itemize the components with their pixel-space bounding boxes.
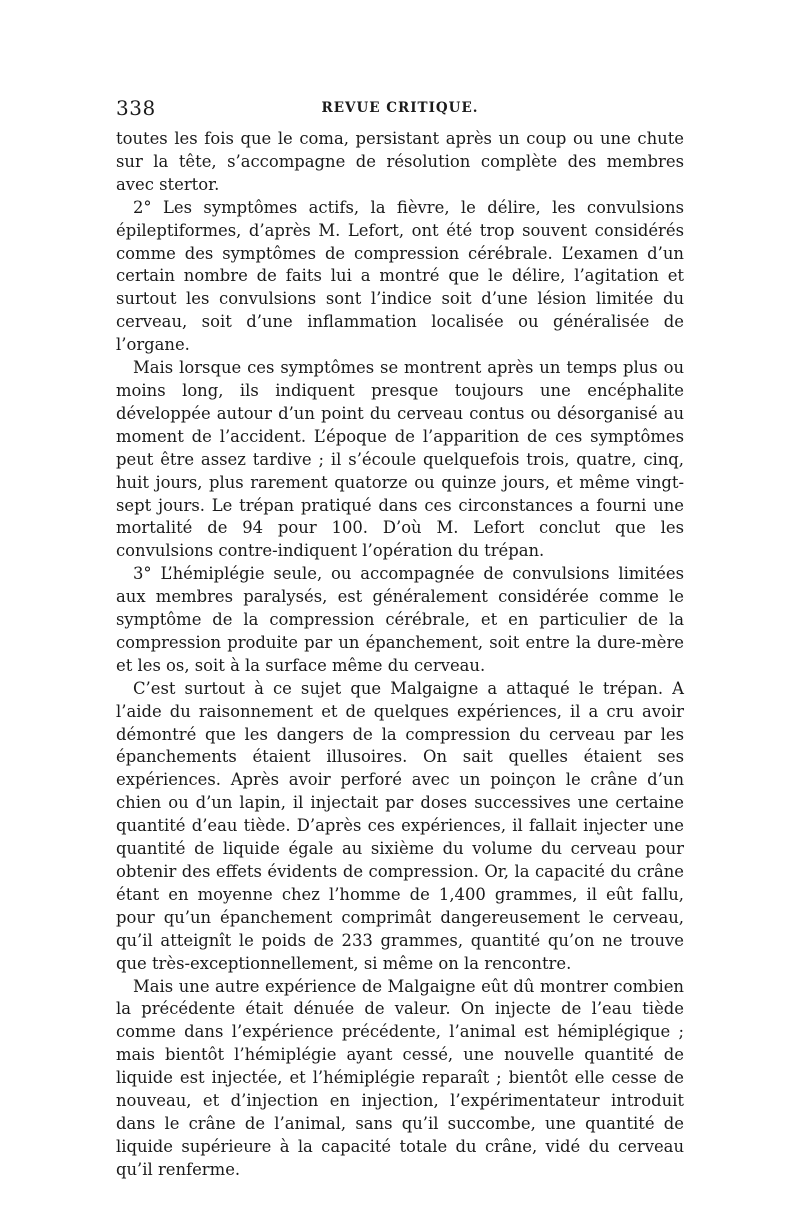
page-number: 338 [116, 96, 156, 120]
paragraph: Mais lorsque ces symptômes se montrent après un temps plus ou moins long, ils indiquent presque toujours une encéphalite développée autour d’un point du cerveau contus ou désorganisé au moment de l’accident. L’époque de l’apparition de ces symptômes peut être assez tardive ; il s’écoule quelquefois trois, quatre, cinq, huit jours, plus rarement quatorze ou quinze jours, et même vingt-sept jours. Le trépan pratiqué dans ces circonstances a fourni une mortalité de 94 pour 100. D’où M. Lefort conclut que les convulsions contre-indiquent l’opération du trépan. [116, 358, 684, 561]
paragraph: C’est surtout à ce sujet que Malgaigne a attaqué le trépan. A l’aide du raisonnement et de quelques expériences, il a cru avoir démontré que les dangers de la compression du cerveau par les épanchements étaient illusoires. On sait quelles étaient ses expériences. Après avoir perforé avec un poinçon le crâne d’un chien ou d’un lapin, il injectait par doses successives une certaine quantité d’eau tiède. D’après ces expériences, il fallait injecter une quantité de liquide égale au sixième du volume du cerveau pour obtenir des effets évidents de compression. Or, la capacité du crâne étant en moyenne chez l’homme de 1,400 grammes, il eût fallu, pour qu’un épanchement comprimât dangereusement le cerveau, qu’il atteignît le poids de 233 grammes, quantité qu’on ne trouve que très-exceptionnellement, si même on la rencontre. [116, 678, 684, 973]
paragraph: 2° Les symptômes actifs, la fièvre, le délire, les convulsions épileptiformes, d’après M. Lefort, ont été trop souvent considérés comme des symptômes de compression cérébrale. L’examen d’un certain nombre de faits lui a montré que le délire, l’agitation et surtout les convulsions sont l’indice soit d’une lésion limitée du cerveau, soit d’une inflammation localisée ou généralisée de l’organe. [116, 197, 684, 355]
paragraph: Mais une autre expérience de Malgaigne eût dû montrer combien la précédente était dénuée de valeur. On injecte de l’eau tiède comme dans l’expérience précédente, l’animal est hémiplégique ; mais bientôt l’hémiplégie ayant cessé, une nouvelle quantité de liquide est injectée, et l’hémiplégie reparaît ; bientôt elle cesse de nouveau, et d’injection en injection, l’expérimentateur introduit dans le crâne de l’animal, sans qu’il succombe, une quantité de liquide supérieure à la capacité totale du crâne, vidé du cerveau qu’il renferme. [116, 976, 684, 1179]
body-text [116, 128, 684, 1182]
paragraph: 3° L’hémiplégie seule, ou accompagnée de convulsions limitées aux membres paralysés, est généralement considérée comme le symptôme de la compression cérébrale, et en particulier de la compression produite par un épanchement, soit entre la dure-mère et les os, soit à la surface même du cerveau. [116, 564, 684, 675]
paragraph: toutes les fois que le coma, persistant après un coup ou une chute sur la tête, s’accompagne de résolution complète des membres avec stertor. [116, 129, 684, 194]
page-header [116, 96, 684, 122]
running-title: REVUE CRITIQUE. [321, 100, 479, 116]
